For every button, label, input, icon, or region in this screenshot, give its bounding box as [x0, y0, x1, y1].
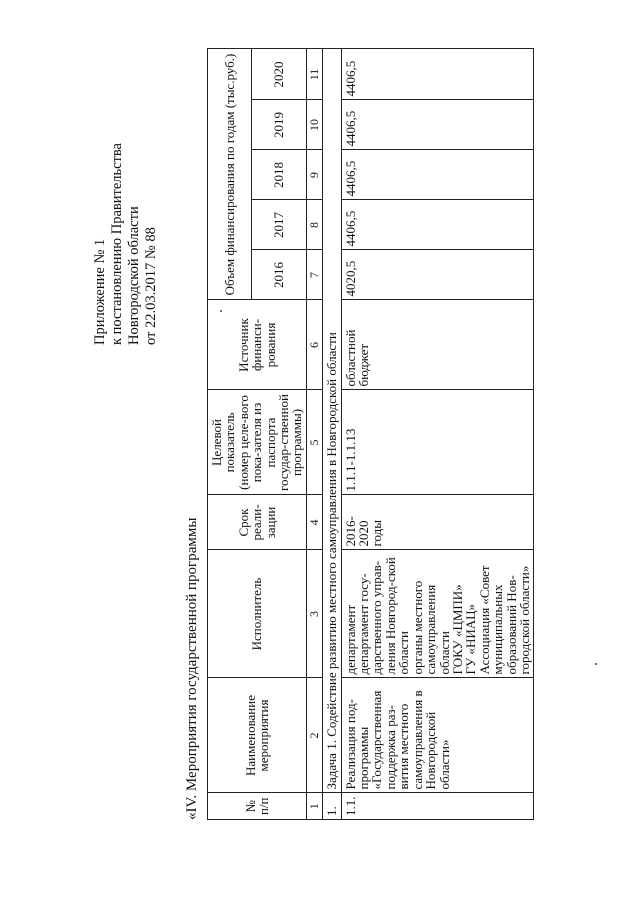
th-year-2018: 2018: [252, 150, 307, 200]
scan-speck: [595, 663, 597, 665]
col-number: 8: [306, 200, 322, 250]
th-source: Источник финанси-рования: [208, 300, 307, 390]
th-executor: Исполнитель: [208, 550, 307, 678]
row-target: 1.1.1-1.1.13: [341, 390, 534, 495]
appendix-title: Приложение № 1: [92, 238, 108, 345]
col-number: 1: [306, 793, 322, 820]
th-name: Наименование мероприятия: [208, 678, 307, 793]
row-term: 2016-2020 годы: [341, 495, 534, 550]
col-number: 2: [306, 678, 322, 793]
executor-item: департамент: [342, 604, 358, 675]
date-line: от 22.03.2017 № 88: [143, 227, 159, 345]
row-name: Реализация под-программы «Государственная поддержка раз-вития местного самоуправления в Новгородской области»: [341, 678, 534, 793]
task-num: 1.: [323, 793, 341, 820]
executor-item: Ассоциация «Совет муниципальных образований Нов-городской области»: [476, 565, 532, 675]
row-num: 1.1.: [341, 793, 534, 820]
th-term: Срок реали-зации: [208, 495, 307, 550]
table-row: [341, 49, 534, 820]
header-block: [92, 143, 160, 345]
executor-item: департамент госу-дарственного управ-ления Новгород-ской области: [356, 557, 412, 675]
row-value-2018: 4406,5: [341, 150, 534, 200]
section-title: «IV. Мероприятия государственной программы: [184, 517, 200, 820]
col-number: 11: [306, 49, 322, 100]
th-year-2019: 2019: [252, 100, 307, 150]
th-target: Целевой показатель (номер целе-вого пока-зателя из паспорта государ-ственной программы): [208, 390, 307, 495]
row-value-2016: 4020,5: [341, 250, 534, 300]
region-line: Новгородской области: [126, 206, 142, 345]
th-year-2017: 2017: [252, 200, 307, 250]
col-number: 5: [306, 390, 322, 495]
executor-item: органы местного самоуправления области: [409, 580, 452, 675]
row-value-2017: 4406,5: [341, 200, 534, 250]
row-value-2019: 4406,5: [341, 100, 534, 150]
row-executors: [341, 550, 534, 678]
executor-item: ГОКУ «ЦМПИ»: [449, 584, 465, 675]
resolution-line: к постановлению Правительства: [109, 143, 125, 345]
col-number: 6: [306, 300, 322, 390]
col-number: 3: [306, 550, 322, 678]
col-number: 10: [306, 100, 322, 150]
col-number: 4: [306, 495, 322, 550]
col-number: 9: [306, 150, 322, 200]
th-num: № п/п: [208, 793, 307, 820]
column-number-row: [306, 49, 322, 820]
header-row: [208, 49, 252, 820]
th-funding: Объем финансирования по годам (тыс.руб.): [208, 49, 252, 300]
th-year-2020: 2020: [252, 49, 307, 100]
th-year-2016: 2016: [252, 250, 307, 300]
scan-speck: [220, 310, 222, 312]
col-number: 7: [306, 250, 322, 300]
task-title: Задача 1. Содействие развитию местного самоуправления в Новгородской области: [323, 49, 341, 793]
row-value-2020: 4406,5: [341, 49, 534, 100]
executor-item: ГУ «НИАЦ»: [463, 603, 479, 675]
task-row: [323, 49, 341, 820]
row-source: областной бюджет: [341, 300, 534, 390]
program-activities-table: [207, 49, 534, 821]
